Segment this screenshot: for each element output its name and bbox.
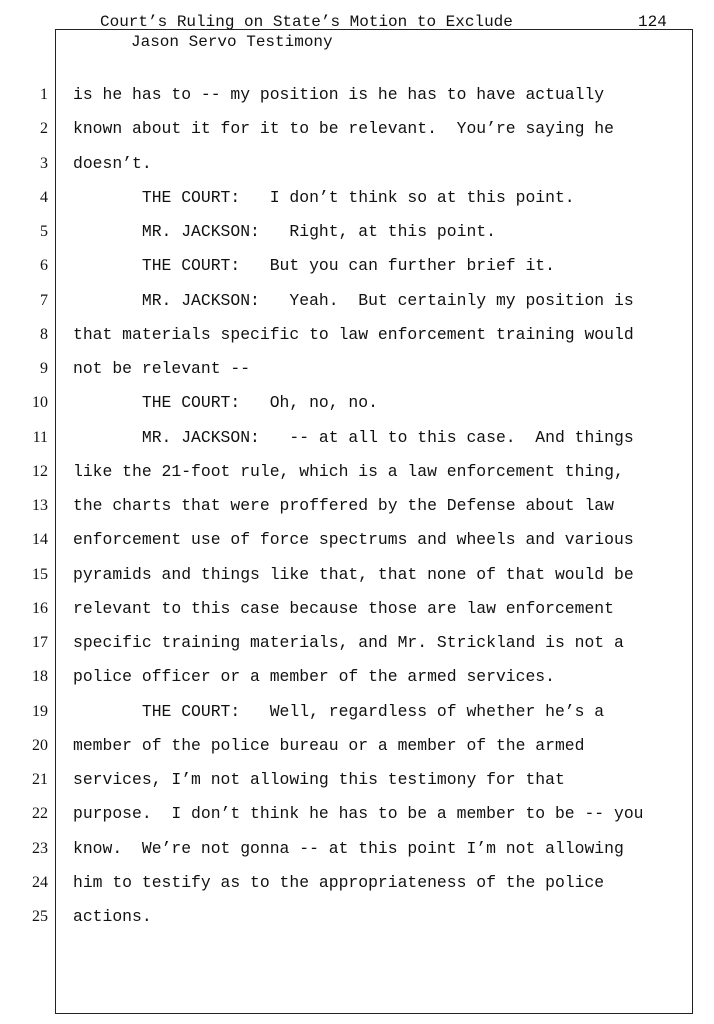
line-number: 22 <box>32 805 48 822</box>
transcript-line-text: THE COURT: Well, regardless of whether he’s a <box>73 702 605 721</box>
line-number: 23 <box>32 840 48 857</box>
transcript-line-text: MR. JACKSON: Yeah. But certainly my position is <box>73 291 634 310</box>
line-number: 6 <box>40 257 48 274</box>
line-number: 9 <box>40 360 48 377</box>
line-number: 18 <box>32 668 48 685</box>
line-number: 11 <box>32 429 48 446</box>
transcript-line-text: know. We’re not gonna -- at this point I’m not allowing <box>73 839 624 858</box>
page-number: 124 <box>638 13 667 31</box>
header-subtitle: Jason Servo Testimony <box>131 33 333 51</box>
line-number: 4 <box>40 189 48 206</box>
line-number: 17 <box>32 634 48 651</box>
transcript-page-frame <box>55 29 693 1014</box>
transcript-line-text: specific training materials, and Mr. Strickland is not a <box>73 633 624 652</box>
line-number: 20 <box>32 737 48 754</box>
transcript-line-text: purpose. I don’t think he has to be a member to be -- you <box>73 804 644 823</box>
line-number: 13 <box>32 497 48 514</box>
transcript-line-text: member of the police bureau or a member of the armed <box>73 736 585 755</box>
line-number: 5 <box>40 223 48 240</box>
transcript-line-text: MR. JACKSON: -- at all to this case. And things <box>73 428 634 447</box>
transcript-line-text: him to testify as to the appropriateness of the police <box>73 873 605 892</box>
transcript-line-text: doesn’t. <box>73 154 152 173</box>
transcript-line-text: THE COURT: I don’t think so at this point. <box>73 188 575 207</box>
line-number: 3 <box>40 155 48 172</box>
transcript-line-text: like the 21-foot rule, which is a law enforcement thing, <box>73 462 624 481</box>
line-number: 21 <box>32 771 48 788</box>
line-number: 16 <box>32 600 48 617</box>
transcript-line-text: not be relevant -- <box>73 359 251 378</box>
line-number: 15 <box>32 566 48 583</box>
line-number: 7 <box>40 292 48 309</box>
transcript-line-text: is he has to -- my position is he has to have actually <box>73 85 605 104</box>
line-number: 1 <box>40 86 48 103</box>
transcript-line-text: pyramids and things like that, that none of that would be <box>73 565 634 584</box>
transcript-line-text: THE COURT: But you can further brief it. <box>73 256 555 275</box>
line-number: 8 <box>40 326 48 343</box>
line-number: 24 <box>32 874 48 891</box>
transcript-line-text: known about it for it to be relevant. You’re saying he <box>73 119 614 138</box>
line-number: 2 <box>40 120 48 137</box>
line-number: 10 <box>32 394 48 411</box>
transcript-line-text: services, I’m not allowing this testimony for that <box>73 770 565 789</box>
line-number: 25 <box>32 908 48 925</box>
line-number: 12 <box>32 463 48 480</box>
line-number: 14 <box>32 531 48 548</box>
header-title: Court’s Ruling on State’s Motion to Exclude <box>100 13 513 31</box>
transcript-line-text: police officer or a member of the armed services. <box>73 667 555 686</box>
transcript-line-text: relevant to this case because those are law enforcement <box>73 599 614 618</box>
transcript-line-text: MR. JACKSON: Right, at this point. <box>73 222 496 241</box>
transcript-line-text: actions. <box>73 907 152 926</box>
transcript-line-text: enforcement use of force spectrums and wheels and various <box>73 530 634 549</box>
transcript-line-text: THE COURT: Oh, no, no. <box>73 393 378 412</box>
transcript-line-text: that materials specific to law enforcement training would <box>73 325 634 344</box>
line-number: 19 <box>32 703 48 720</box>
transcript-line-text: the charts that were proffered by the Defense about law <box>73 496 614 515</box>
